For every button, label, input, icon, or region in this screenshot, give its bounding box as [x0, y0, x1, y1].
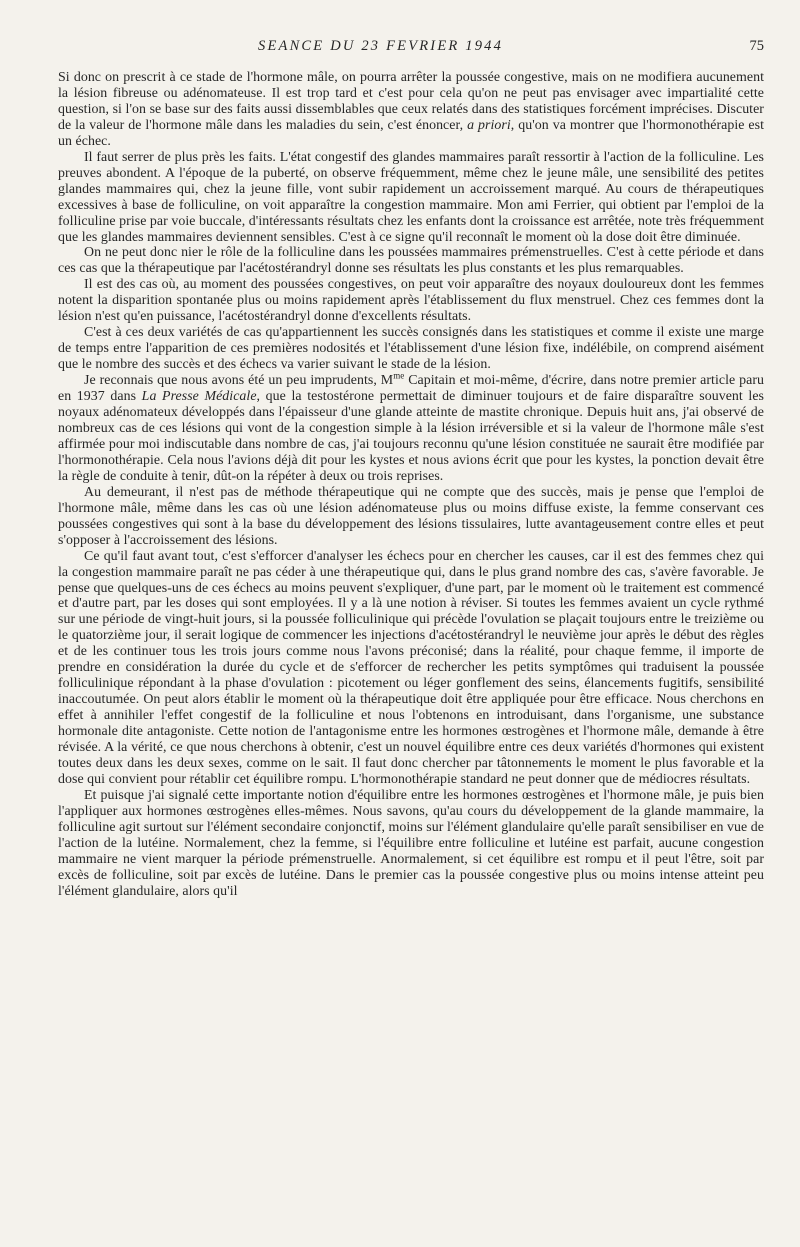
- paragraph: [58, 370, 765, 485]
- paragraph: Il faut serrer de plus près les faits. L'état congestif des glandes mammaires paraît ressortir à l'action de la folliculine. Les preuves abondent. A l'époque de la puberté, on observe fréquemment, même chez le jeune mâle, une sensibilité des petites glandes mammaires qui, chez la jeune fille, vont subir rapidement un accroissement marqué. Au cours de thérapeutiques excessives à base de folliculine, on voit apparaître la congestion mammaire. Mon ami Ferrier, qui obtient par l'emploi de la folliculine prise par voie buccale, d'intéressants résultats chez les enfants dont la croissance est arrêtée, note très fréquemment que les glandes mammaires deviennent sensibles. C'est à ce signe qu'il reconnaît le moment où la dose doit être diminuée.: [58, 149, 765, 245]
- paragraph: C'est à ces deux variétés de cas qu'appartiennent les succès consignés dans les statistiques et comme il existe une marge de temps entre l'apparition de ces premières nodosités et l'établissement d'une lésion fixe, indélébile, on comprend aisément que le nombre des succès et des échecs va varier suivant le stade de la lésion.: [58, 325, 764, 373]
- paragraph: [58, 70, 764, 150]
- page-header: [58, 38, 764, 60]
- paragraph: Il est des cas où, au moment des poussées congestives, on peut voir apparaître des noyaux douloureux dont les femmes notent la disparition spontanée plus ou moins rapidement après l'établissement du flux menstruel. Chez ces femmes dont la lésion n'est qu'en puissance, l'acétostérandryl donne d'excellents résultats.: [58, 277, 764, 325]
- paragraph: Au demeurant, il n'est pas de méthode thérapeutique qui ne compte que des succès, mais je pense que l'emploi de l'hormone mâle, même dans les cas où une lésion adénomateuse plus ou moins diffuse existe, la femme conservant ces poussées congestives qui sont à la base du développement des lésions tissulaires, lutte avantageusement contre elles et peut s'opposer à l'accroissement des lésions.: [58, 484, 764, 548]
- paragraph-text: Capitain et moi-même, d'écrire, dans notre premier article paru en 1937 dans: [58, 373, 764, 405]
- running-title: SEANCE DU 23 FEVRIER 1944: [258, 38, 504, 54]
- paragraph-text: Je reconnais que nous avons été un peu imprudents, M: [84, 373, 394, 389]
- paragraph-text: Si donc on prescrit à ce stade de l'hormone mâle, on pourra arrêter la poussée congestive, mais on ne modifiera aucunement la lésion fibreuse ou adénomateuse. Il est trop tard et c'est pour cela qu'on ne peut pas envisager avec impartialité cette question, si l'on se base sur des faits aussi dissemblables que ceux relatés dans des statistiques forcément imprécises. Discuter de la valeur de l'hormone mâle dans les maladies du sein, c'est énoncer,: [58, 70, 764, 133]
- body-text: [58, 70, 764, 900]
- italic-phrase: a priori: [467, 117, 511, 133]
- journal-title: La Presse Médicale: [141, 389, 257, 405]
- paragraph: On ne peut donc nier le rôle de la folliculine dans les poussées mammaires prémenstruelles. C'est à cette période et dans ces cas que la thérapeutique par l'acétostérandryl donne ses résultats les plus constants et les plus remarquables.: [58, 245, 764, 277]
- paragraph: Ce qu'il faut avant tout, c'est s'efforcer d'analyser les échecs pour en chercher les causes, car il est des femmes chez qui la congestion mammaire paraît ne pas céder à une thérapeutique qui, dans le plus grand nombre des cas, s'avère favorable. Je pense que quelques-uns de ces échecs au moins peuvent s'expliquer, d'une part, par le moment où le traitement est commencé et d'autre part, par les doses qui sont employées. Il y a là une notion à réviser. Si toutes les femmes avaient un cycle rythmé sur une période de vingt-huit jours, si la poussée folliculinique qui précède l'ovulation se plaçait toujours entre le treizième ou le quatorzième jour, il serait logique de commencer les injections d'acétostérandryl le neuvième jour après le début des règles et de les continuer tous les trois jours comme nous l'avons préconisé; dans la réalité, pour chaque femme, il importe de prendre en considération la durée du cycle et de s'efforcer de rechercher les petits symptômes qui traduisent la poussée folliculinique répondant à la phase d'ovulation : picotement ou léger gonflement des seins, élancements fugitifs, sensibilité inaccoutumée. On peut alors établir le moment où la thérapeutique doit être appliquée pour être efficace. Nous cherchons en effet à annihiler l'effet congestif de la folliculine et nous l'obtenons en introduisant, dans l'organisme, une substance hormonale dite antagoniste. Cette notion de l'antagonisme entre les hormones œstrogènes et l'hormone mâle, demande à être révisée. A la vérité, ce que nous cherchons à obtenir, c'est un nouvel équilibre entre ces deux variétés d'hormones qui existent toutes deux dans les deux sexes, comme on le sait. Il faut donc chercher par tâtonnements le moment le plus favorable et la dose qui convient pour rétablir cet équilibre rompu. L'hormonothérapie standard ne peut donner que de médiocres résultats.: [58, 548, 764, 787]
- paragraph-text: , qu'on va montrer que l'hormonothérapie est un échec.: [58, 117, 764, 149]
- page-number: 75: [749, 38, 764, 54]
- paragraph-text: , que la testostérone permettait de diminuer toujours et de faire disparaître souvent les noyaux adénomateux développés dans l'épaisseur d'une glande atteinte de mastite chronique. Depuis huit ans, j'ai observé de nombreux cas de ces lésions qui vont de la congestion simple à la lésion irréversible et si la valeur de l'hormone mâle s'est affirmée pour moi indiscutable dans nombre de cas, j'ai toujours reconnu qu'une lésion constituée ne saurait être modifiée par l'hormonothérapie. Cela nous l'avions déjà dit pour les kystes et nous avions écrit que pour les kystes, la ponction devait être la règle de conduite à tenir, dût-on la répéter à deux ou trois reprises.: [58, 389, 765, 484]
- paragraph: Et puisque j'ai signalé cette importante notion d'équilibre entre les hormones œstrogènes et l'hormone mâle, je puis bien l'appliquer aux hormones œstrogènes elles-mêmes. Nous savons, qu'au cours du développement de la glande mammaire, la folliculine agit surtout sur l'élément secondaire conjonctif, moins sur l'élément glandulaire qu'elle paraît sensibiliser en vue de l'action de la lutéine. Normalement, chez la femme, si l'équilibre entre folliculine et lutéine est parfait, aucune congestion mammaire ne vient marquer la période prémenstruelle. Anormalement, si cet équilibre est rompu et il peut l'être, soit par excès de folliculine, soit par excès de lutéine. Dans le premier cas la poussée congestive plus ou moins intense atteint peu l'élément glandulaire, alors qu'il: [58, 787, 764, 899]
- superscript: me: [393, 370, 405, 381]
